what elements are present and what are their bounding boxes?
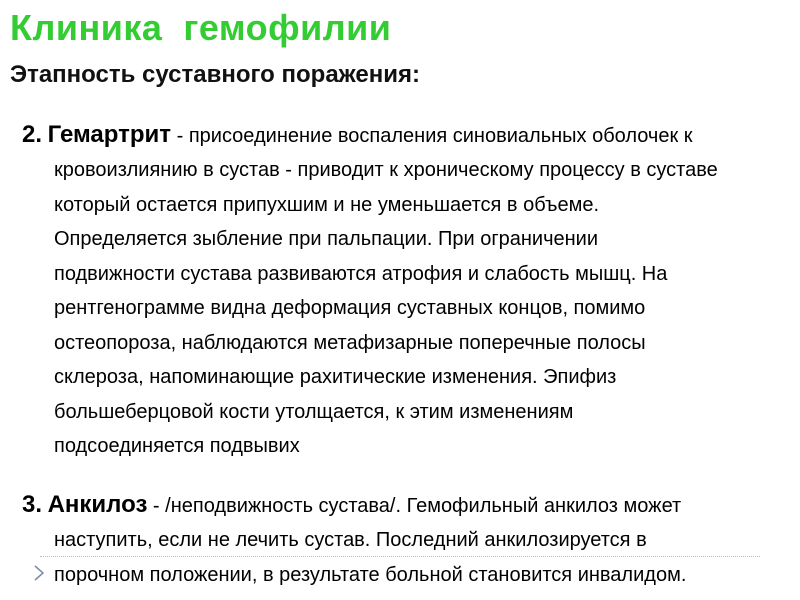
list-item-ankylosis (22, 488, 792, 592)
list-item-line: Определяется зыбление при пальпации. При ограничении (54, 228, 599, 250)
list-item-hemarthrosis (22, 118, 792, 464)
slide-title: Клиника гемофилии (10, 7, 392, 48)
list-item-heading: Гемартрит (47, 121, 172, 148)
list-item-heading: Анкилоз (47, 491, 148, 518)
list-item-dash: - (147, 495, 166, 517)
list-item-line: порочном положении, в результате больной становится инвалидом. (54, 563, 687, 586)
list-item-text: /неподвижность сустава/. Гемофильный анкилоз может (165, 495, 682, 517)
slide-divider (40, 556, 760, 557)
list-item-line: кровоизлиянию в сустав - приводит к хроническому процессу в суставе (54, 159, 718, 181)
list-item-line: склероза, напоминающие рахитические изменения. Эпифиз (54, 366, 617, 388)
list-item-line: подвижности сустава развиваются атрофия и слабость мышц. На (54, 262, 668, 285)
list-item-line: который остается припухшим и не уменьшается в объеме. (54, 193, 600, 216)
list-item-number: 3. (22, 491, 43, 518)
list-item-number: 2. (22, 121, 43, 148)
list-item-first-line (22, 488, 792, 523)
list-item-line: большеберцовой кости утолщается, к этим изменениям (54, 400, 574, 423)
list-item-line: подсоединяется подвывих (54, 435, 300, 457)
slide-subtitle: Этапность суставного поражения: (10, 61, 420, 88)
list-item-line: рентгенограмме видна деформация суставных концов, помимо (54, 297, 646, 319)
list-item-dash: - (171, 125, 189, 147)
list-item-text: присоединение воспаления синовиальных оболочек к (188, 125, 693, 147)
list-item-line: наступить, если не лечить сустав. Последний анкилозируется в (54, 529, 647, 551)
list-item-line: остеопороза, наблюдаются метафизарные поперечные полосы (54, 331, 646, 354)
list-item-first-line (22, 118, 792, 153)
slide-nav-arrow-icon[interactable] (34, 565, 44, 581)
